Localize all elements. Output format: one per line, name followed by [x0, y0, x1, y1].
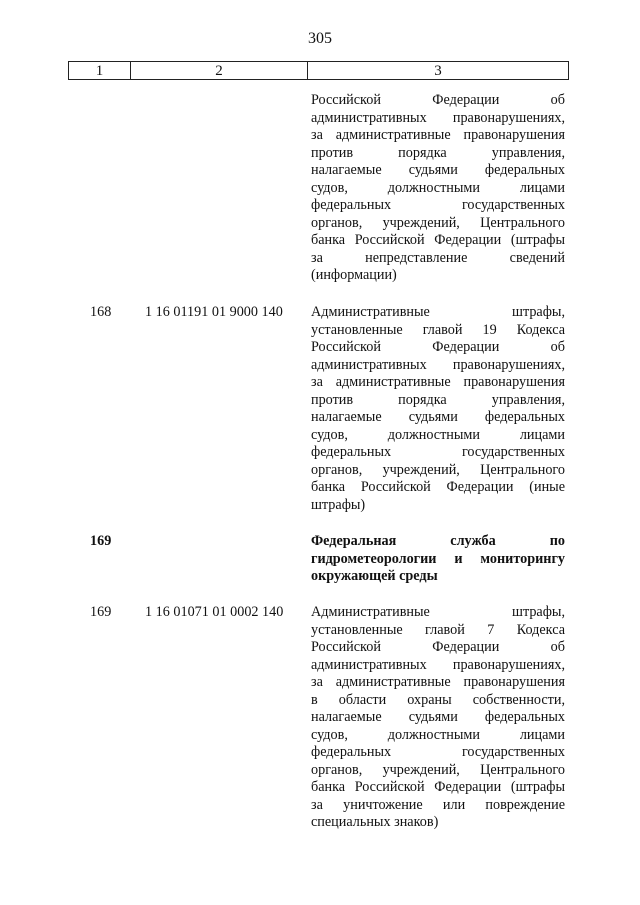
description-line: органов, учреждений, Центрального — [311, 214, 565, 231]
row-code: 1 16 01071 01 0002 140 — [145, 604, 284, 620]
description-line: органов, учреждений, Центрального — [311, 461, 565, 478]
description-line: Российской Федерации об — [311, 639, 565, 655]
description-line: налагаемые судьями федеральных — [311, 709, 565, 725]
description-line: административных правонарушениях, — [311, 656, 565, 673]
row-description — [311, 533, 565, 586]
page-number: 305 — [308, 30, 332, 47]
row-description — [311, 92, 565, 285]
row-code: 1 16 01191 01 9000 140 — [145, 304, 283, 320]
description-line: налагаемые судьями федеральных — [311, 162, 565, 178]
description-line: Федеральная служба по — [311, 533, 565, 549]
description-line: Российской Федерации об — [311, 339, 565, 355]
description-line: за непредставление сведений — [311, 249, 565, 266]
description-line: за уничтожение или повреждение — [311, 796, 565, 813]
description-line: против порядка управления, — [311, 391, 565, 408]
row-description — [311, 604, 565, 832]
description-line: гидрометеорологии и мониторингу — [311, 550, 565, 567]
description-line: (информации) — [311, 267, 397, 283]
column-header-row — [69, 62, 569, 80]
row-number: 169 — [90, 604, 112, 620]
description-line: органов, учреждений, Центрального — [311, 761, 565, 778]
column-header-3: 3 — [308, 62, 569, 80]
description-line: административных правонарушениях, — [311, 356, 565, 373]
column-header-2: 2 — [131, 62, 308, 80]
description-line: Административные штрафы, — [311, 304, 565, 320]
row-number: 168 — [90, 304, 112, 320]
description-line: против порядка управления, — [311, 144, 565, 161]
description-line: установленные главой 7 Кодекса — [311, 621, 565, 638]
column-header-table — [68, 61, 569, 80]
description-line: Российской Федерации об — [311, 92, 565, 108]
description-line: за административные правонарушения — [311, 127, 565, 143]
description-line: за административные правонарушения — [311, 674, 565, 690]
description-line: штрафы) — [311, 496, 366, 513]
description-line: специальных знаков) — [311, 814, 439, 830]
description-line: федеральных государственных — [311, 444, 565, 460]
description-line: Административные штрафы, — [311, 604, 565, 620]
description-line: судов, должностными лицами — [311, 726, 565, 743]
description-line: банка Российской Федерации (иные — [311, 479, 565, 495]
row-number: 169 — [90, 533, 112, 549]
description-line: налагаемые судьями федеральных — [311, 409, 565, 425]
description-line: федеральных государственных — [311, 197, 565, 213]
description-line: за административные правонарушения — [311, 374, 565, 390]
description-line: в области охраны собственности, — [311, 691, 565, 708]
description-line: судов, должностными лицами — [311, 179, 565, 196]
description-line: судов, должностными лицами — [311, 426, 565, 443]
description-line: федеральных государственных — [311, 744, 565, 760]
description-line: банка Российской Федерации (штрафы — [311, 232, 565, 248]
description-line: окружающей среды — [311, 568, 438, 584]
column-header-1: 1 — [69, 62, 131, 80]
description-line: установленные главой 19 Кодекса — [311, 321, 565, 338]
description-line: банка Российской Федерации (штрафы — [311, 779, 565, 795]
row-description — [311, 304, 565, 514]
description-line: административных правонарушениях, — [311, 109, 565, 126]
